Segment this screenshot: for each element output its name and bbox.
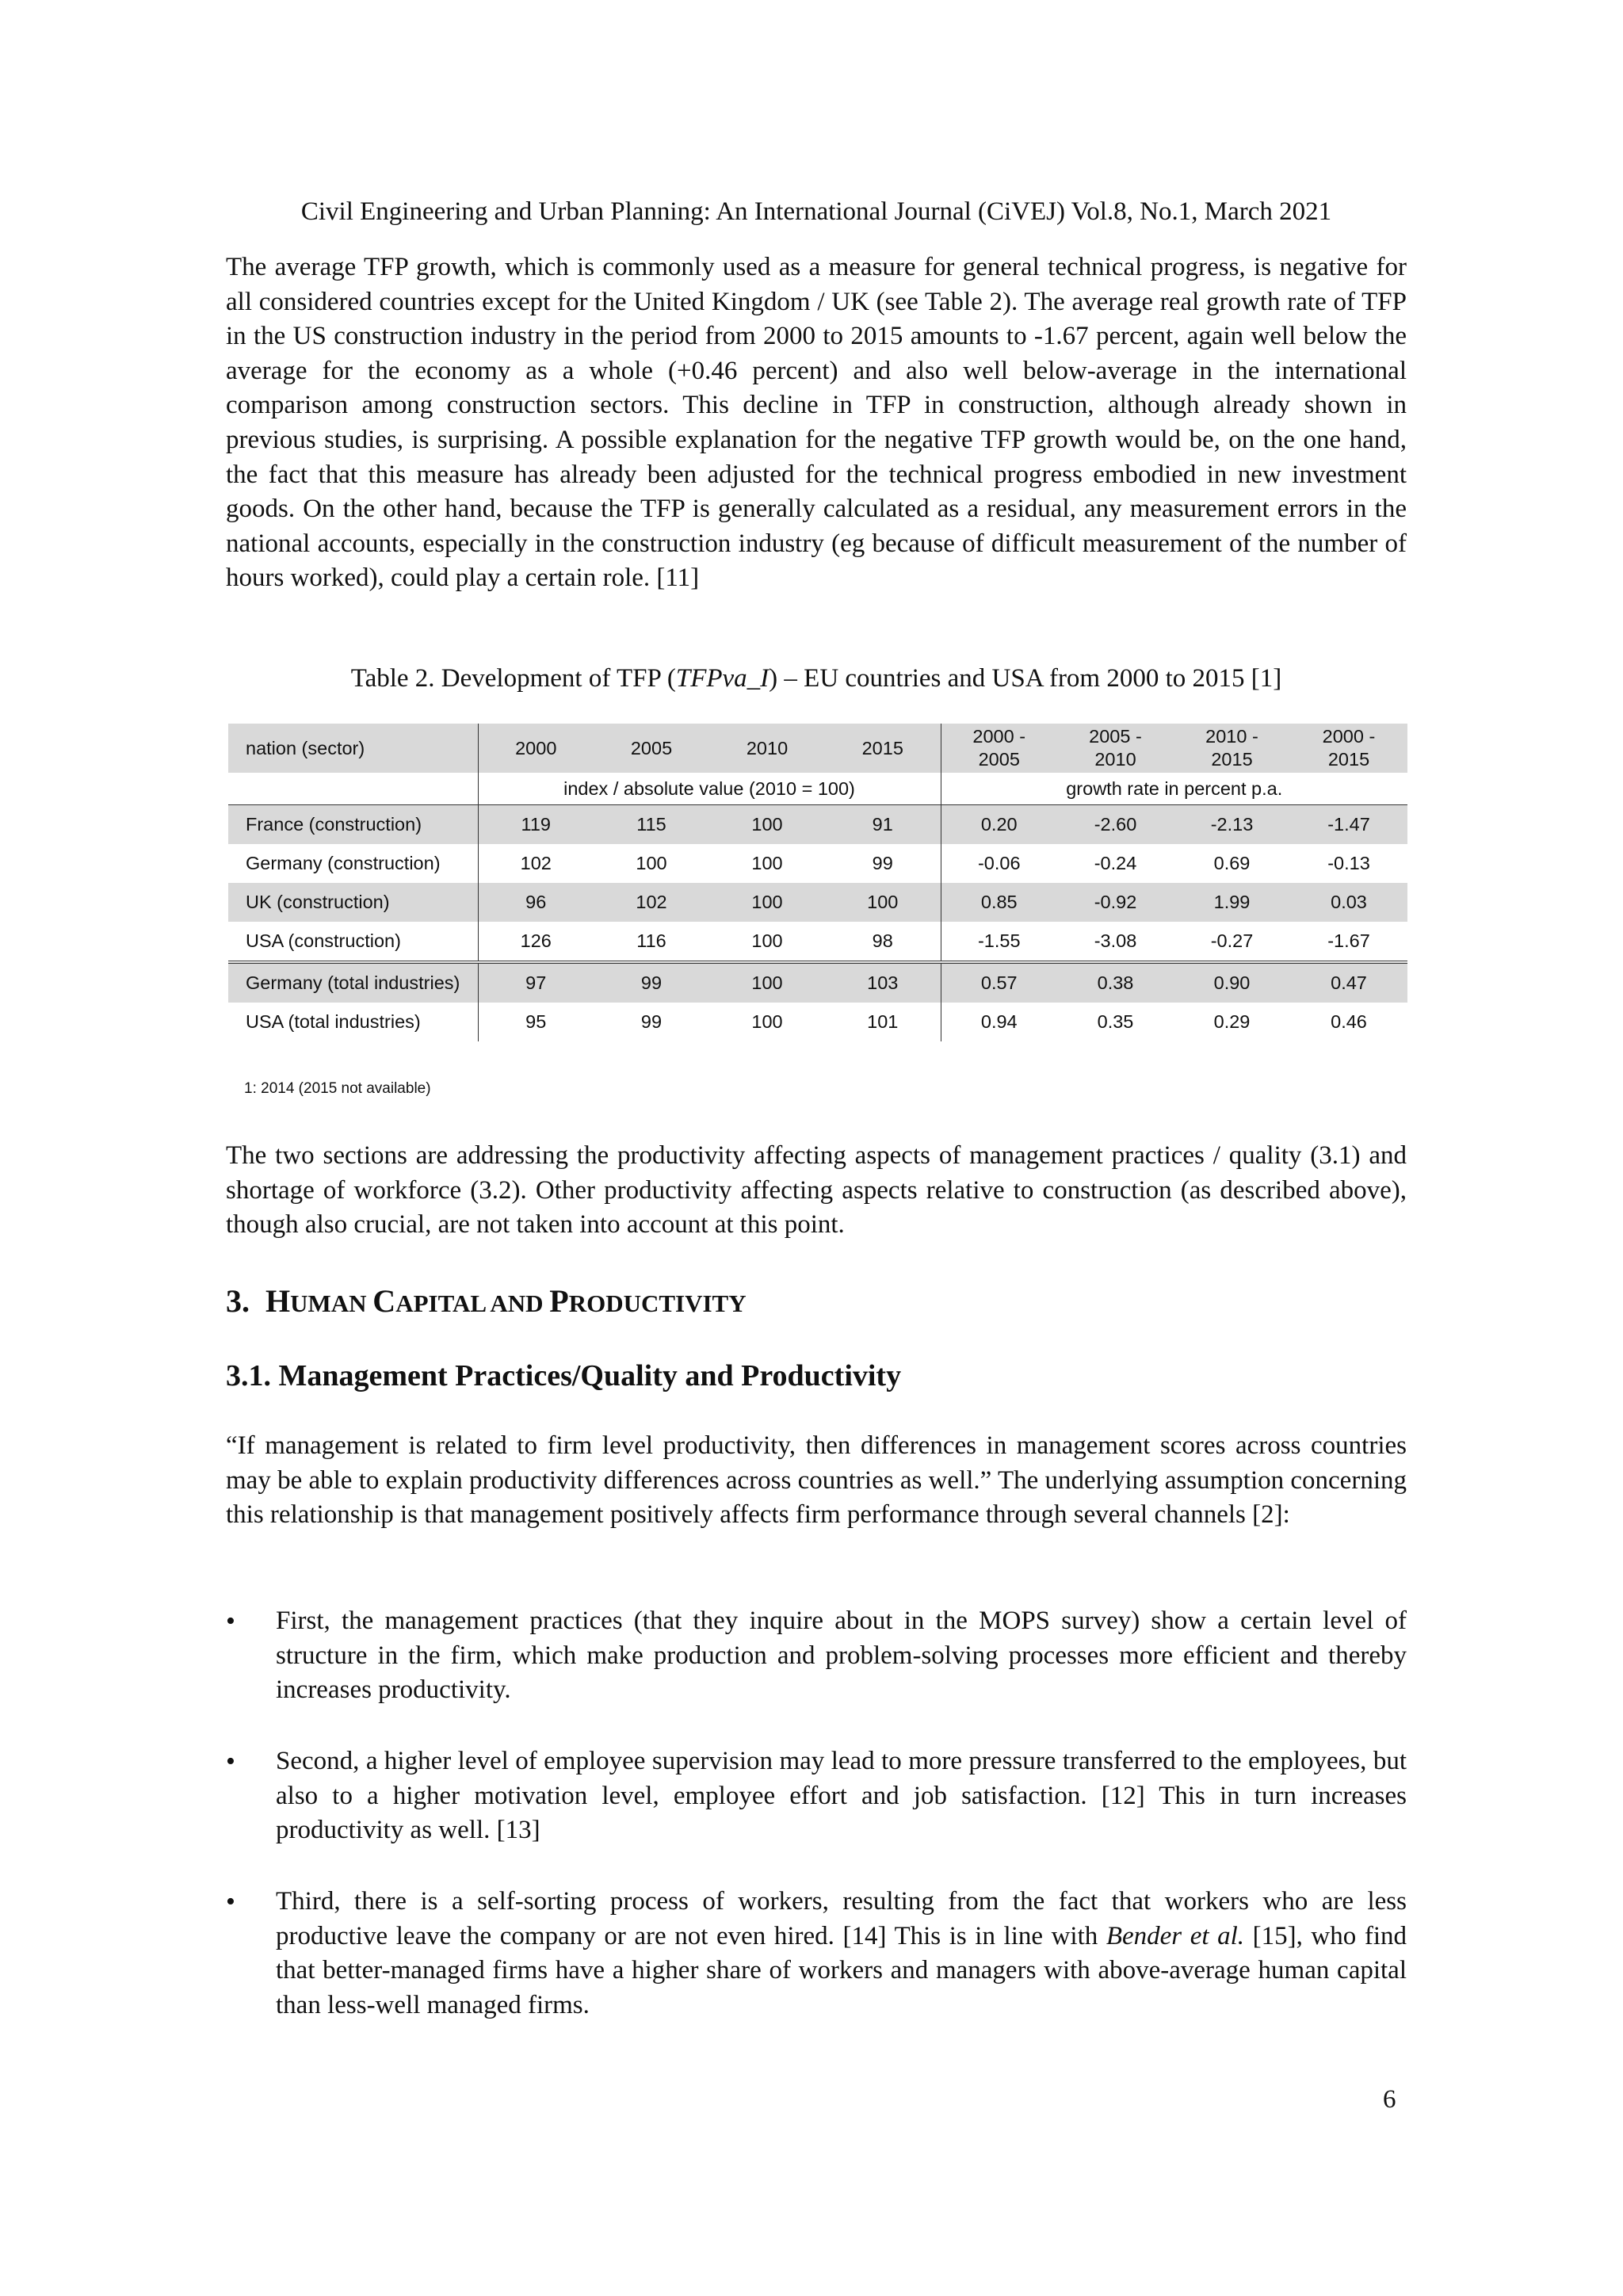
cell: -0.06 (941, 844, 1057, 883)
table-unit-row (228, 773, 1407, 805)
cell: -0.27 (1210, 930, 1254, 951)
page-number: 6 (1383, 2085, 1396, 2114)
cell: 102 (478, 844, 594, 883)
cell: 95 (478, 1003, 594, 1041)
cell: 102 (594, 883, 709, 922)
bullet-icon: • (226, 1606, 235, 1636)
header-year: 2010 (709, 724, 825, 773)
cell: 96 (478, 883, 594, 922)
cell: 103 (825, 962, 941, 1003)
cell: -2.13 (1174, 805, 1290, 845)
table-footnote: 1: 2014 (2015 not available) (244, 1080, 431, 1097)
header-year: 2005 (594, 724, 709, 773)
paragraph-tfp-growth: The average TFP growth, which is commonly used as a measure for general technical progress, is negative for all considered countries except for the United Kingdom / UK (see Table 2). The average real growth rate of TFP in the US construction industry in the period from 2000 to 2015 amounts to -1.67 percent, again well below the average for the economy as a whole (+0.46 percent) and also well below-average in the international comparison among construction sectors. This decline in TFP in construction, although already shown in previous studies, is surprising. A possible explanation for the negative TFP growth would be, on the one hand, the fact that this measure has already been adjusted for the technical progress embodied in new investment goods. On the other hand, because the TFP is generally calculated as a residual, any measurement errors in the national accounts, especially in the construction industry (eg because of difficult measurement of the number of hours worked), could play a certain role. [11] (226, 253, 1407, 593)
bullet-icon: • (226, 1747, 235, 1776)
cell: 100 (751, 853, 783, 873)
cell: -0.24 (1094, 853, 1137, 873)
cell: 0.35 (1097, 1011, 1134, 1032)
caption-suffix: ) – EU countries and USA from 2000 to 2015 [1] (769, 664, 1282, 693)
cell: 115 (594, 805, 709, 845)
cell: 116 (636, 930, 666, 951)
cell: 0.57 (941, 962, 1057, 1003)
row-label: Germany (total industries) (228, 962, 478, 1003)
cell: 0.03 (1290, 883, 1407, 922)
cell: 0.38 (1057, 962, 1174, 1003)
cell: 0.94 (941, 1003, 1057, 1041)
unit-empty (228, 773, 478, 805)
row-label: USA (construction) (246, 930, 401, 951)
table-caption (226, 661, 1407, 696)
row-label: France (construction) (228, 805, 478, 845)
table-header-row (228, 724, 1407, 773)
table-row (228, 883, 1407, 922)
table-row (228, 962, 1407, 1003)
header-year: 2015 (825, 724, 941, 773)
row-label: USA (total industries) (246, 1011, 421, 1032)
header-range: 2000 - 2015 (1290, 724, 1407, 773)
section-heading-3-1: 3.1. Management Practices/Quality and Productivity (226, 1359, 902, 1392)
cell: 100 (709, 883, 825, 922)
cell: 97 (478, 962, 594, 1003)
cell: -2.60 (1057, 805, 1174, 845)
cell: 100 (636, 853, 667, 873)
row-label: Germany (construction) (246, 853, 441, 873)
table-row (228, 844, 1407, 883)
header-range: 2000 - 2005 (941, 724, 1057, 773)
cell: 100 (751, 1011, 783, 1032)
cell: 0.20 (941, 805, 1057, 845)
row-label: UK (construction) (228, 883, 478, 922)
cell: 0.47 (1290, 962, 1407, 1003)
unit-index-label: index / absolute value (2010 = 100) (478, 773, 941, 805)
header-range: 2005 - 2010 (1057, 724, 1174, 773)
caption-italic: TFPva_I (675, 664, 769, 693)
table-row (228, 1003, 1407, 1041)
cell: -3.08 (1094, 930, 1137, 951)
paragraph-sections-overview: The two sections are addressing the productivity affecting aspects of management practices / quality (3.1) and shortage of workforce (3.2). Other productivity affecting aspects relative to construction (as described above), though also crucial, are not taken into account at this point. (226, 1141, 1407, 1240)
cell: 100 (709, 805, 825, 845)
cell: -1.47 (1290, 805, 1407, 845)
header-year: 2000 (478, 724, 594, 773)
cell: -0.13 (1327, 853, 1370, 873)
running-header: Civil Engineering and Urban Planning: An International Journal (CiVEJ) Vol.8, No.1, March 2021 (300, 197, 1332, 226)
tfp-table (228, 724, 1407, 1041)
table-row (228, 922, 1407, 962)
cell: 1.99 (1174, 883, 1290, 922)
paragraph-management-quote: “If management is related to firm level productivity, then differences in management scores across countries may be able to explain productivity differences across countries as well.” The underlying assumption concerning this relationship is that management positively affects firm performance through several channels [2]: (226, 1431, 1407, 1530)
cell: 91 (825, 805, 941, 845)
cell: 101 (867, 1011, 899, 1032)
section-heading-3: 3. HUMAN CAPITAL AND PRODUCTIVITY (226, 1283, 747, 1319)
cell: -1.55 (941, 922, 1057, 962)
cell: 99 (640, 1011, 663, 1032)
cell: -1.67 (1327, 930, 1370, 951)
cell: 99 (872, 853, 893, 873)
cell: 0.90 (1174, 962, 1290, 1003)
header-nation-sector: nation (sector) (228, 724, 478, 773)
cell: 100 (709, 962, 825, 1003)
bullet-text: Second, a higher level of employee supervision may lead to more pressure transferred to the employees, but also to a higher motivation level, employee effort and job satisfaction. [12] This in turn increases productivity as well. [13] (276, 1747, 1407, 1845)
bullet-text: First, the management practices (that they inquire about in the MOPS survey) show a certain level of structure in the firm, which make production and problem-solving processes more efficient and thereby increases productivity. (276, 1606, 1407, 1705)
section-number: 3. (226, 1283, 250, 1319)
cell: 119 (478, 805, 594, 845)
cell: 98 (872, 930, 893, 951)
cell: 0.69 (1213, 853, 1251, 873)
cell: 0.29 (1213, 1011, 1251, 1032)
cell: 100 (825, 883, 941, 922)
cell: 100 (751, 930, 783, 951)
cell: 0.46 (1331, 1011, 1367, 1032)
cell: 0.85 (941, 883, 1057, 922)
cell: 99 (594, 962, 709, 1003)
cell: 126 (478, 922, 594, 962)
table-row (228, 805, 1407, 845)
caption-prefix: Table 2. Development of TFP ( (350, 664, 676, 693)
bullet-icon: • (226, 1887, 235, 1916)
unit-growth-label: growth rate in percent p.a. (941, 773, 1407, 805)
bullet-text: Third, there is a self-sorting process of workers, resulting from the fact that workers who are less productive leave the company or are not even hired. [14] This is in line with Bender et al. [15], who find that better-managed firms have a higher share of workers and managers with above-average human capital than less-well managed firms. (276, 1887, 1407, 2019)
header-range: 2010 - 2015 (1174, 724, 1290, 773)
cell: -0.92 (1057, 883, 1174, 922)
